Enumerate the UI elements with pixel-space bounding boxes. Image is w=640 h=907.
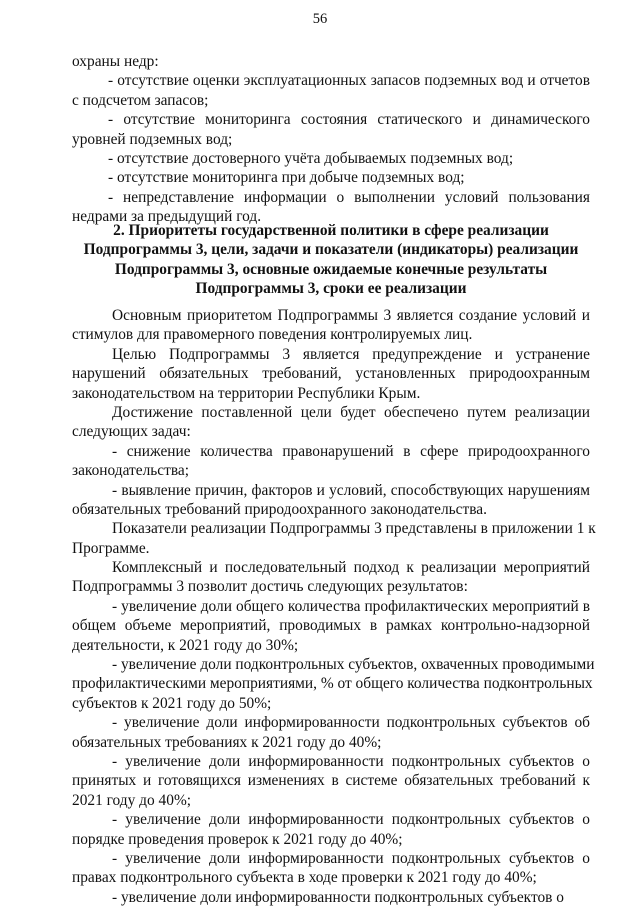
heading-line: 2. Приоритеты государственной политики в сфере реализации: [113, 222, 549, 239]
heading-line: Подпрограммы 3, сроки ее реализации: [195, 280, 467, 298]
section-body: [72, 306, 596, 907]
text-line: - отсутствие оценки эксплуатационных запасов подземных вод и отчетов: [108, 72, 590, 90]
paragraph: [72, 558, 590, 597]
paragraph: [72, 597, 590, 655]
text-line: - отсутствие мониторинга состояния статического и динамического: [108, 111, 590, 129]
heading-line: Подпрограммы 3, цели, задачи и показатели (индикаторы) реализации: [83, 241, 579, 259]
text-line: правах подконтрольного субъекта в ходе проверки к 2021 году до 40%;: [72, 869, 537, 887]
text-line: порядке проведения проверок к 2021 году до 40%;: [72, 830, 403, 848]
list-item: [72, 168, 590, 187]
text-line: Подпрограммы 3 позволит достичь следующих результатов:: [72, 578, 468, 596]
text-line: - увеличение доли информированности подконтрольных субъектов об: [112, 714, 590, 732]
text-line: - увеличение доли информированности подконтрольных субъектов о: [112, 849, 590, 867]
paragraph: [72, 481, 590, 520]
paragraph: [72, 655, 595, 713]
paragraph: [72, 345, 590, 403]
paragraph: [72, 810, 590, 849]
text-line: - увеличение доли подконтрольных субъектов, охваченных проводимыми: [112, 656, 595, 674]
text-line: профилактическими мероприятиями, % от общего количества подконтрольных: [72, 675, 593, 693]
text-line: деятельности, к 2021 году до 30%;: [72, 636, 299, 654]
text-line: законодательством на территории Республики Крым.: [72, 384, 421, 402]
text-line: Достижение поставленной цели будет обеспечено путем реализации: [112, 403, 590, 421]
text-line: субъектов к 2021 году до 50%;: [72, 694, 272, 712]
text-line: законодательства;: [72, 462, 190, 480]
list-item: [72, 52, 590, 71]
text-line: нарушений обязательных требований, установленных природоохранным: [72, 365, 590, 383]
text-line: 2021 году до 40%;: [72, 791, 192, 809]
text-line: Целью Подпрограммы 3 является предупреждение и устранение: [112, 345, 590, 363]
text-line: - снижение количества правонарушений в сфере природоохранного: [112, 442, 590, 460]
paragraph: [72, 519, 596, 558]
list-item: [72, 110, 590, 149]
text-line: общем объеме мероприятий, проводимых в рамках контрольно-надзорной: [72, 617, 590, 635]
heading-line: Подпрограммы 3, основные ожидаемые конечные результаты: [114, 260, 548, 278]
paragraph: [72, 849, 590, 888]
text-line: - выявление причин, факторов и условий, способствующих нарушениям: [112, 481, 590, 499]
text-line: обязательных требований природоохранного законодательства.: [72, 500, 487, 518]
text-line: стимулов для правомерного поведения контролируемых лиц.: [72, 326, 473, 344]
text-line: обязательных требованиях к 2021 году до 40%;: [72, 733, 382, 751]
text-line: - отсутствие достоверного учёта добываемых подземных вод;: [108, 149, 514, 167]
text-line: - увеличение доли информированности подконтрольных субъектов о: [112, 811, 590, 829]
page-number: 56: [312, 11, 328, 27]
text-line: - отсутствие мониторинга при добыче подземных вод;: [108, 169, 465, 187]
paragraph: [72, 888, 590, 907]
carried-over-list: [72, 52, 590, 227]
paragraph: [72, 403, 590, 442]
text-line: Программе.: [72, 539, 150, 557]
text-line: Комплексный и последовательный подход к реализации мероприятий: [112, 559, 590, 577]
paragraph: [72, 306, 590, 345]
text-line: Основным приоритетом Подпрограммы 3 является создание условий и: [112, 307, 590, 324]
text-line: недрами за предыдущий год.: [72, 208, 262, 226]
text-line: - увеличение доли информированности подконтрольных субъектов о: [112, 752, 590, 770]
text-line: - увеличение доли общего количества профилактических мероприятий в: [112, 597, 590, 615]
paragraph: [72, 713, 590, 752]
text-line: охраны недр:: [72, 53, 159, 70]
paragraph: [72, 442, 590, 481]
text-line: уровней подземных вод;: [72, 130, 233, 148]
text-line: - непредставление информации о выполнении условий пользования: [108, 188, 590, 206]
text-line: следующих задач:: [72, 423, 191, 441]
list-item: [72, 149, 590, 168]
text-line: принятых и готовящихся изменениях в системе обязательных требований к: [72, 772, 590, 790]
section-heading: [72, 221, 590, 299]
text-line: с подсчетом запасов;: [72, 91, 209, 109]
paragraph: [72, 752, 590, 810]
text-line: - увеличение доли информированности подконтрольных субъектов о: [112, 888, 564, 906]
text-line: Показатели реализации Подпрограммы 3 представлены в приложении 1 к: [112, 520, 596, 538]
list-item: [72, 71, 590, 110]
